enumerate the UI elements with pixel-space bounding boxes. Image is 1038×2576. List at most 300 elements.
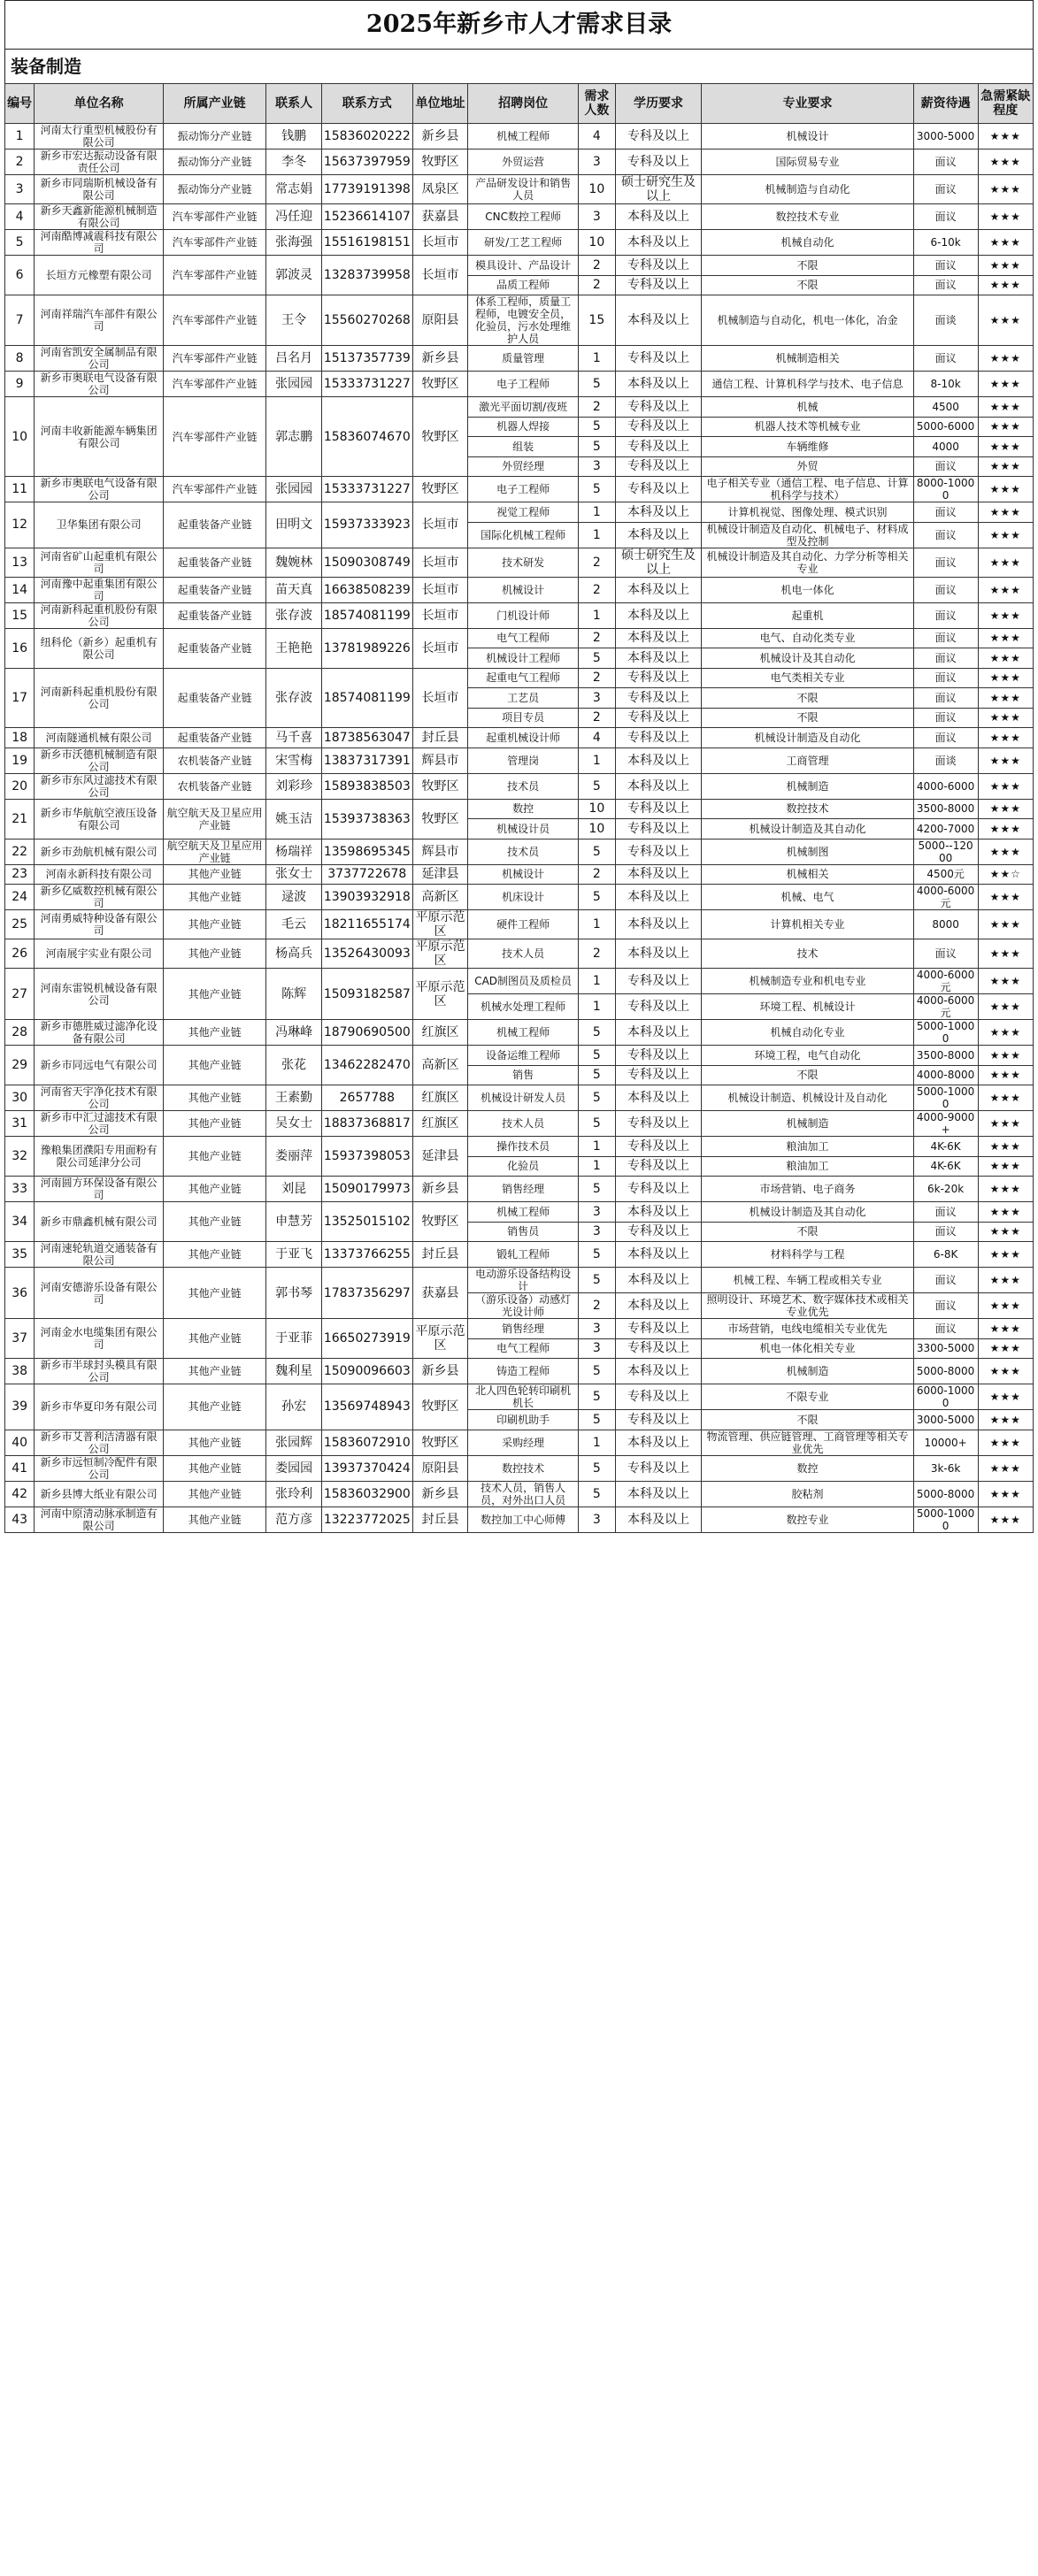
salary: 面议 bbox=[913, 548, 978, 577]
salary: 面议 bbox=[913, 688, 978, 709]
industry-chain: 振动饰分产业链 bbox=[163, 124, 266, 150]
urgency: ★★★ bbox=[978, 668, 1034, 688]
major: 机械设计制造及其自动化 bbox=[702, 1202, 913, 1223]
education: 专科及以上 bbox=[615, 1046, 702, 1066]
salary: 8000-10000 bbox=[913, 477, 978, 502]
education: 专科及以上 bbox=[615, 799, 702, 819]
contact-phone: 16650273919 bbox=[321, 1319, 412, 1359]
position: 视觉工程师 bbox=[468, 502, 579, 523]
row-number: 19 bbox=[5, 748, 35, 773]
row-number: 5 bbox=[5, 230, 35, 256]
urgency: ★★★ bbox=[978, 1319, 1034, 1339]
table-row bbox=[5, 1020, 1034, 1046]
company-name: 河南隧通机械有限公司 bbox=[35, 728, 164, 748]
contact-phone: 18211655174 bbox=[321, 910, 412, 939]
position: 电子工程师 bbox=[468, 477, 579, 502]
contact-person: 孙宏 bbox=[266, 1384, 321, 1430]
position: 电子工程师 bbox=[468, 372, 579, 397]
education: 专科及以上 bbox=[615, 1384, 702, 1410]
row-number: 10 bbox=[5, 397, 35, 477]
position: 外贸经理 bbox=[468, 456, 579, 477]
position: 电气工程师 bbox=[468, 1338, 579, 1359]
row-number: 33 bbox=[5, 1177, 35, 1202]
contact-phone: 17739191398 bbox=[321, 175, 412, 204]
education: 专科及以上 bbox=[615, 708, 702, 728]
page-title: 2025年新乡市人才需求目录 bbox=[4, 0, 1034, 49]
headcount: 3 bbox=[579, 1202, 616, 1223]
company-name: 河南省凯安全属制品有限公司 bbox=[35, 346, 164, 372]
table-row bbox=[5, 256, 1034, 276]
salary: 3300-5000 bbox=[913, 1338, 978, 1359]
table-row bbox=[5, 204, 1034, 230]
headcount: 5 bbox=[579, 885, 616, 910]
industry-chain: 汽车零部件产业链 bbox=[163, 397, 266, 477]
salary: 面议 bbox=[913, 175, 978, 204]
salary: 5000-6000 bbox=[913, 417, 978, 437]
education: 专科及以上 bbox=[615, 994, 702, 1020]
salary: 4000-9000+ bbox=[913, 1111, 978, 1137]
position: CNC数控工程师 bbox=[468, 204, 579, 230]
education: 本科及以上 bbox=[615, 864, 702, 885]
row-number: 14 bbox=[5, 577, 35, 602]
headcount: 5 bbox=[579, 1046, 616, 1066]
contact-person: 吕名月 bbox=[266, 346, 321, 372]
major: 电子相关专业（通信工程、电子信息、计算机科学与技术） bbox=[702, 477, 913, 502]
urgency: ★★★ bbox=[978, 1085, 1034, 1111]
contact-phone: 18790690500 bbox=[321, 1020, 412, 1046]
major: 机械、电气 bbox=[702, 885, 913, 910]
industry-chain: 起重装备产业链 bbox=[163, 628, 266, 668]
contact-person: 于亚飞 bbox=[266, 1242, 321, 1268]
company-location: 获嘉县 bbox=[412, 1268, 467, 1319]
row-number: 3 bbox=[5, 175, 35, 204]
contact-person: 田明文 bbox=[266, 502, 321, 548]
major: 电气、自动化类专业 bbox=[702, 628, 913, 648]
major: 起重机 bbox=[702, 602, 913, 628]
position: 硬件工程师 bbox=[468, 910, 579, 939]
urgency: ★★★ bbox=[978, 150, 1034, 175]
headcount: 10 bbox=[579, 799, 616, 819]
headcount: 1 bbox=[579, 910, 616, 939]
position: 组装 bbox=[468, 437, 579, 457]
company-location: 长垣市 bbox=[412, 577, 467, 602]
salary: 5000-8000 bbox=[913, 1359, 978, 1384]
urgency: ★★★ bbox=[978, 1020, 1034, 1046]
header-cell: 薪资待遇 bbox=[913, 84, 978, 124]
industry-chain: 其他产业链 bbox=[163, 1020, 266, 1046]
salary: 4000-6000 bbox=[913, 773, 978, 799]
education: 本科及以上 bbox=[615, 1242, 702, 1268]
table-row bbox=[5, 1046, 1034, 1066]
table-row bbox=[5, 1085, 1034, 1111]
major: 机电一体化 bbox=[702, 577, 913, 602]
company-name: 河南省天宇净化技术有限公司 bbox=[35, 1085, 164, 1111]
position: 销售员 bbox=[468, 1222, 579, 1242]
contact-person: 张玲利 bbox=[266, 1481, 321, 1506]
salary: 4K-6K bbox=[913, 1137, 978, 1157]
headcount: 5 bbox=[579, 839, 616, 864]
education: 专科及以上 bbox=[615, 1137, 702, 1157]
table-row bbox=[5, 969, 1034, 994]
contact-person: 申慧芳 bbox=[266, 1202, 321, 1242]
education: 本科及以上 bbox=[615, 748, 702, 773]
table-row bbox=[5, 628, 1034, 648]
position: 起重机械设计师 bbox=[468, 728, 579, 748]
major: 机械设计制造及自动化 bbox=[702, 728, 913, 748]
major: 机械工程、车辆工程或相关专业 bbox=[702, 1268, 913, 1293]
education: 本科及以上 bbox=[615, 372, 702, 397]
headcount: 5 bbox=[579, 1242, 616, 1268]
company-location: 牧野区 bbox=[412, 1384, 467, 1430]
industry-chain: 其他产业链 bbox=[163, 939, 266, 969]
urgency: ★★★ bbox=[978, 456, 1034, 477]
major: 机械制造与自动化，机电一体化，冶金 bbox=[702, 295, 913, 346]
salary: 5000--12000 bbox=[913, 839, 978, 864]
contact-phone: 15836074670 bbox=[321, 397, 412, 477]
contact-phone: 13373766255 bbox=[321, 1242, 412, 1268]
position: 数控技术 bbox=[468, 1455, 579, 1481]
position: 机械设计员 bbox=[468, 819, 579, 840]
urgency: ★★★ bbox=[978, 275, 1034, 295]
headcount: 2 bbox=[579, 708, 616, 728]
major: 市场营销，电线电缆相关专业优先 bbox=[702, 1319, 913, 1339]
contact-phone: 13903932918 bbox=[321, 885, 412, 910]
contact-person: 张园园 bbox=[266, 477, 321, 502]
salary: 面议 bbox=[913, 204, 978, 230]
contact-person: 魏利星 bbox=[266, 1359, 321, 1384]
contact-person: 逯波 bbox=[266, 885, 321, 910]
company-name: 新乡市奥联电气设备有限公司 bbox=[35, 372, 164, 397]
major: 不限 bbox=[702, 275, 913, 295]
salary: 4500元 bbox=[913, 864, 978, 885]
headcount: 5 bbox=[579, 1020, 616, 1046]
industry-chain: 其他产业链 bbox=[163, 864, 266, 885]
headcount: 5 bbox=[579, 1455, 616, 1481]
industry-chain: 农机装备产业链 bbox=[163, 748, 266, 773]
table-row bbox=[5, 372, 1034, 397]
company-location: 牧野区 bbox=[412, 1430, 467, 1455]
table-row bbox=[5, 939, 1034, 969]
company-name: 河南速轮轨道交通装备有限公司 bbox=[35, 1242, 164, 1268]
contact-phone: 13526430093 bbox=[321, 939, 412, 969]
row-number: 43 bbox=[5, 1506, 35, 1532]
position: 项目专员 bbox=[468, 708, 579, 728]
contact-phone: 15090096603 bbox=[321, 1359, 412, 1384]
position: 机械工程师 bbox=[468, 1020, 579, 1046]
industry-chain: 汽车零部件产业链 bbox=[163, 204, 266, 230]
salary: 面议 bbox=[913, 1293, 978, 1319]
major: 机械制造与自动化 bbox=[702, 175, 913, 204]
headcount: 2 bbox=[579, 864, 616, 885]
company-name: 河南太行重型机械股份有限公司 bbox=[35, 124, 164, 150]
company-location: 封丘县 bbox=[412, 1242, 467, 1268]
industry-chain: 振动饰分产业链 bbox=[163, 175, 266, 204]
contact-phone: 18738563047 bbox=[321, 728, 412, 748]
position: 工艺员 bbox=[468, 688, 579, 709]
position: 质量管理 bbox=[468, 346, 579, 372]
urgency: ★★★ bbox=[978, 1506, 1034, 1532]
headcount: 3 bbox=[579, 1338, 616, 1359]
urgency: ★★★ bbox=[978, 1222, 1034, 1242]
position: 研发/工艺工程师 bbox=[468, 230, 579, 256]
urgency: ★★★ bbox=[978, 1137, 1034, 1157]
headcount: 1 bbox=[579, 969, 616, 994]
education: 专科及以上 bbox=[615, 124, 702, 150]
contact-person: 娄园园 bbox=[266, 1455, 321, 1481]
urgency: ★★★ bbox=[978, 502, 1034, 523]
education: 专科及以上 bbox=[615, 437, 702, 457]
urgency: ★★★ bbox=[978, 1338, 1034, 1359]
industry-chain: 其他产业链 bbox=[163, 1359, 266, 1384]
row-number: 37 bbox=[5, 1319, 35, 1359]
contact-person: 张存波 bbox=[266, 668, 321, 728]
company-location: 牧野区 bbox=[412, 150, 467, 175]
major: 不限 bbox=[702, 1222, 913, 1242]
headcount: 5 bbox=[579, 1384, 616, 1410]
headcount: 10 bbox=[579, 175, 616, 204]
header-cell: 所属产业链 bbox=[163, 84, 266, 124]
major: 机器人技术等机械专业 bbox=[702, 417, 913, 437]
company-location: 新乡县 bbox=[412, 124, 467, 150]
contact-person: 冯琳峰 bbox=[266, 1020, 321, 1046]
urgency: ★★★ bbox=[978, 688, 1034, 709]
company-name: 新乡市同瑞斯机械设备有限公司 bbox=[35, 175, 164, 204]
table-row bbox=[5, 295, 1034, 346]
company-location: 辉县市 bbox=[412, 748, 467, 773]
salary: 3500-8000 bbox=[913, 1046, 978, 1066]
table-row bbox=[5, 799, 1034, 819]
headcount: 5 bbox=[579, 1268, 616, 1293]
industry-chain: 其他产业链 bbox=[163, 969, 266, 1020]
contact-person: 杨高兵 bbox=[266, 939, 321, 969]
table-row bbox=[5, 397, 1034, 418]
industry-chain: 汽车零部件产业链 bbox=[163, 346, 266, 372]
row-number: 18 bbox=[5, 728, 35, 748]
contact-phone: 18574081199 bbox=[321, 602, 412, 628]
headcount: 5 bbox=[579, 1481, 616, 1506]
headcount: 1 bbox=[579, 1430, 616, 1455]
salary: 4200-7000 bbox=[913, 819, 978, 840]
contact-person: 张存波 bbox=[266, 602, 321, 628]
row-number: 34 bbox=[5, 1202, 35, 1242]
contact-person: 娄丽萍 bbox=[266, 1137, 321, 1177]
industry-chain: 其他产业链 bbox=[163, 1481, 266, 1506]
education: 本科及以上 bbox=[615, 1268, 702, 1293]
major: 机械自动化 bbox=[702, 230, 913, 256]
company-name: 长垣方元橡塑有限公司 bbox=[35, 256, 164, 295]
table-row bbox=[5, 864, 1034, 885]
industry-chain: 起重装备产业链 bbox=[163, 668, 266, 728]
header-cell: 急需紧缺程度 bbox=[978, 84, 1034, 124]
education: 专科及以上 bbox=[615, 346, 702, 372]
company-location: 长垣市 bbox=[412, 548, 467, 577]
major: 环境工程，电气自动化 bbox=[702, 1046, 913, 1066]
education: 专科及以上 bbox=[615, 1319, 702, 1339]
row-number: 21 bbox=[5, 799, 35, 839]
contact-person: 常志娟 bbox=[266, 175, 321, 204]
industry-chain: 起重装备产业链 bbox=[163, 728, 266, 748]
table-row bbox=[5, 577, 1034, 602]
industry-chain: 起重装备产业链 bbox=[163, 577, 266, 602]
headcount: 3 bbox=[579, 1222, 616, 1242]
contact-phone: 15937333923 bbox=[321, 502, 412, 548]
urgency: ★★★ bbox=[978, 477, 1034, 502]
education: 本科及以上 bbox=[615, 773, 702, 799]
company-location: 原阳县 bbox=[412, 1455, 467, 1481]
urgency: ★★★ bbox=[978, 648, 1034, 669]
contact-person: 于亚菲 bbox=[266, 1319, 321, 1359]
headcount: 15 bbox=[579, 295, 616, 346]
major: 机械制造 bbox=[702, 773, 913, 799]
urgency: ★★★ bbox=[978, 1268, 1034, 1293]
position: 印刷机助手 bbox=[468, 1410, 579, 1430]
row-number: 2 bbox=[5, 150, 35, 175]
row-number: 23 bbox=[5, 864, 35, 885]
company-name: 河南安德游乐设备有限公司 bbox=[35, 1268, 164, 1319]
company-name: 河南展宇实业有限公司 bbox=[35, 939, 164, 969]
table-row bbox=[5, 150, 1034, 175]
urgency: ★★★ bbox=[978, 577, 1034, 602]
major: 照明设计、环境艺术、数字媒体技术或相关专业优先 bbox=[702, 1293, 913, 1319]
education: 专科及以上 bbox=[615, 839, 702, 864]
education: 本科及以上 bbox=[615, 939, 702, 969]
table-row bbox=[5, 748, 1034, 773]
urgency: ★★★ bbox=[978, 1156, 1034, 1177]
urgency: ★★★ bbox=[978, 1481, 1034, 1506]
company-name: 新乡市劲航机械有限公司 bbox=[35, 839, 164, 864]
salary: 4000-6000元 bbox=[913, 969, 978, 994]
table-row bbox=[5, 1177, 1034, 1202]
company-location: 牧野区 bbox=[412, 372, 467, 397]
contact-phone: 15393738363 bbox=[321, 799, 412, 839]
major: 数控技术 bbox=[702, 799, 913, 819]
headcount: 2 bbox=[579, 668, 616, 688]
table-row bbox=[5, 910, 1034, 939]
salary: 5000-10000 bbox=[913, 1020, 978, 1046]
major: 国际贸易专业 bbox=[702, 150, 913, 175]
industry-chain: 其他产业链 bbox=[163, 1319, 266, 1359]
company-location: 新乡县 bbox=[412, 1359, 467, 1384]
salary: 4000-6000元 bbox=[913, 994, 978, 1020]
major: 机械设计制造及其自动化 bbox=[702, 819, 913, 840]
company-name: 新乡市鼎鑫机械有限公司 bbox=[35, 1202, 164, 1242]
header-cell: 单位名称 bbox=[35, 84, 164, 124]
industry-chain: 其他产业链 bbox=[163, 1242, 266, 1268]
major: 机械相关 bbox=[702, 864, 913, 885]
contact-phone: 13937370424 bbox=[321, 1455, 412, 1481]
company-name: 河南新科起重机股份有限公司 bbox=[35, 668, 164, 728]
position: 模具设计、产品设计 bbox=[468, 256, 579, 276]
industry-chain: 农机装备产业链 bbox=[163, 773, 266, 799]
salary: 面议 bbox=[913, 1319, 978, 1339]
company-name: 河南祥瑞汽车部件有限公司 bbox=[35, 295, 164, 346]
contact-phone: 18837368817 bbox=[321, 1111, 412, 1137]
position: 销售 bbox=[468, 1065, 579, 1085]
headcount: 2 bbox=[579, 275, 616, 295]
contact-person: 吴女士 bbox=[266, 1111, 321, 1137]
contact-person: 范方彦 bbox=[266, 1506, 321, 1532]
company-name: 新乡市同远电气有限公司 bbox=[35, 1046, 164, 1085]
education: 本科及以上 bbox=[615, 1293, 702, 1319]
urgency: ★★★ bbox=[978, 256, 1034, 276]
position: 产品研发设计和销售人员 bbox=[468, 175, 579, 204]
urgency: ★★★ bbox=[978, 728, 1034, 748]
education: 专科及以上 bbox=[615, 477, 702, 502]
contact-person: 魏婉林 bbox=[266, 548, 321, 577]
headcount: 3 bbox=[579, 1319, 616, 1339]
contact-person: 王令 bbox=[266, 295, 321, 346]
company-name: 河南中原清动脉承制造有限公司 bbox=[35, 1506, 164, 1532]
row-number: 30 bbox=[5, 1085, 35, 1111]
row-number: 29 bbox=[5, 1046, 35, 1085]
industry-chain: 其他产业链 bbox=[163, 885, 266, 910]
company-name: 河南勇威特种设备有限公司 bbox=[35, 910, 164, 939]
contact-person: 毛云 bbox=[266, 910, 321, 939]
major: 粮油加工 bbox=[702, 1156, 913, 1177]
education: 本科及以上 bbox=[615, 522, 702, 548]
company-location: 封丘县 bbox=[412, 1506, 467, 1532]
contact-phone: 15090308749 bbox=[321, 548, 412, 577]
position: CAD制图员及质检员 bbox=[468, 969, 579, 994]
salary: 3000-5000 bbox=[913, 124, 978, 150]
education: 本科及以上 bbox=[615, 577, 702, 602]
education: 专科及以上 bbox=[615, 668, 702, 688]
major: 机械设计制造、机械设计及自动化 bbox=[702, 1085, 913, 1111]
salary: 面议 bbox=[913, 522, 978, 548]
contact-phone: 15137357739 bbox=[321, 346, 412, 372]
company-name: 新乡县博大纸业有限公司 bbox=[35, 1481, 164, 1506]
company-name: 纽科伦（新乡）起重机有限公司 bbox=[35, 628, 164, 668]
company-name: 新乡市华夏印务有限公司 bbox=[35, 1384, 164, 1430]
headcount: 1 bbox=[579, 502, 616, 523]
contact-phone: 15090179973 bbox=[321, 1177, 412, 1202]
education: 专科及以上 bbox=[615, 1410, 702, 1430]
position: 数控 bbox=[468, 799, 579, 819]
company-name: 河南东雷锐机械设备有限公司 bbox=[35, 969, 164, 1020]
headcount: 3 bbox=[579, 1506, 616, 1532]
major: 机械制造 bbox=[702, 1111, 913, 1137]
position: 技术人员 bbox=[468, 1111, 579, 1137]
education: 本科及以上 bbox=[615, 648, 702, 669]
contact-phone: 3737722678 bbox=[321, 864, 412, 885]
education: 专科及以上 bbox=[615, 1455, 702, 1481]
contact-person: 郭志鹏 bbox=[266, 397, 321, 477]
urgency: ★★★ bbox=[978, 1065, 1034, 1085]
industry-chain: 汽车零部件产业链 bbox=[163, 230, 266, 256]
company-name: 河南新科起重机股份有限公司 bbox=[35, 602, 164, 628]
contact-phone: 13781989226 bbox=[321, 628, 412, 668]
education: 专科及以上 bbox=[615, 688, 702, 709]
salary: 6k-20k bbox=[913, 1177, 978, 1202]
education: 专科及以上 bbox=[615, 819, 702, 840]
company-name: 新乡市东风过滤技术有限公司 bbox=[35, 773, 164, 799]
salary: 3500-8000 bbox=[913, 799, 978, 819]
position: 采购经理 bbox=[468, 1430, 579, 1455]
industry-chain: 汽车零部件产业链 bbox=[163, 372, 266, 397]
company-name: 豫粮集团濮阳专用面粉有限公司延津分公司 bbox=[35, 1137, 164, 1177]
urgency: ★★★ bbox=[978, 1455, 1034, 1481]
row-number: 38 bbox=[5, 1359, 35, 1384]
position: 国际化机械工程师 bbox=[468, 522, 579, 548]
table-row bbox=[5, 602, 1034, 628]
major: 机械设计及其自动化 bbox=[702, 648, 913, 669]
education: 专科及以上 bbox=[615, 1065, 702, 1085]
company-name: 新乡天鑫新能源机械制造有限公司 bbox=[35, 204, 164, 230]
salary: 面议 bbox=[913, 1222, 978, 1242]
position: 机械设计 bbox=[468, 577, 579, 602]
position: 机械设计研发人员 bbox=[468, 1085, 579, 1111]
headcount: 5 bbox=[579, 1410, 616, 1430]
